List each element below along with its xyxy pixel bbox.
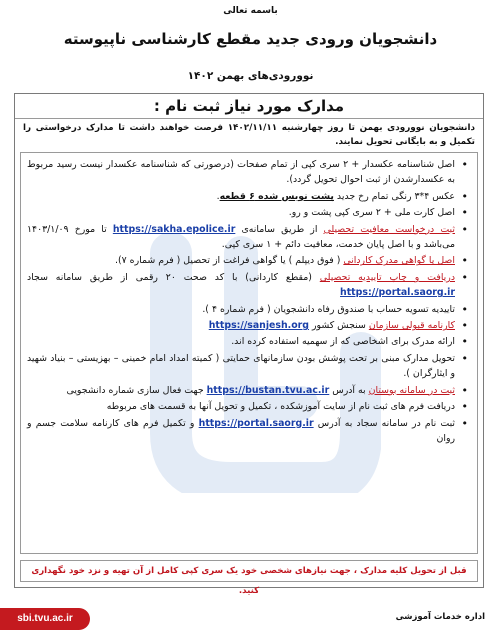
list-item — [27, 270, 471, 301]
list-item — [27, 416, 471, 447]
list-item — [27, 205, 471, 220]
item-text: جهت فعال سازی شماره دانشجویی — [66, 384, 207, 396]
website-link[interactable]: https://sanjesh.org — [208, 320, 310, 332]
item-text: ارائه مدرک برای اشخاصی که از سهمیه استفاده کرده اند. — [231, 336, 455, 348]
highlighted-requirement: اصل یا گواهی مدرک کاردانی — [343, 255, 455, 267]
requirements-list-box — [20, 152, 478, 554]
website-link[interactable]: https://bustan.tvu.ac.ir — [206, 384, 330, 396]
requirements-list — [21, 153, 477, 446]
bottom-note: قبل از تحویل کلیه مدارک ، جهت نیازهای شخصی خود یک سری کپی کامل از آن تهیه و نزد خود نگهداری کنید. — [20, 560, 478, 582]
highlighted-requirement: ثبت درخواست معافیت تحصیلی — [323, 223, 455, 235]
list-item — [27, 302, 471, 317]
panel-intro: دانشجویان نوورودی بهمن تا روز چهارشنبه ۱۴۰۲/۱۱/۱۱ فرصت خواهند داشت تا مدارک درخواستی را تکمیل و به بایگانی تحویل نمایند. — [23, 123, 475, 147]
highlighted-requirement: کارنامه قبولی سازمان — [368, 320, 455, 332]
highlighted-requirement: دریافت و چاپ تاییدیه تحصیلی — [319, 271, 455, 283]
item-text: اصل کارت ملی + ۲ سری کپی پشت و رو. — [288, 207, 455, 219]
item-text: تحویل مدارک مبنی بر تحت پوشش بودن سازمانهای حمایتی ( کمیته امداد امام خمینی – بهزیستی – بنیاد شهید و ایثارگران ). — [27, 352, 455, 380]
item-text: دریافت فرم های ثبت نام از سایت آموزشکده ، تکمیل و تحویل آنها به قسمت های مربوطه — [106, 401, 455, 413]
list-item — [27, 189, 471, 204]
item-text: از طریق سامانه‌ی — [235, 223, 324, 235]
list-item — [27, 383, 471, 398]
item-text: ثبت نام در سامانه سجاد به آدرس — [313, 417, 456, 429]
panel-heading: مدارک مورد نیاز ثبت نام : — [15, 94, 483, 119]
item-text: تاییدیه تسویه حساب با صندوق رفاه دانشجویان ( فرم شماره ۴ ). — [202, 303, 455, 315]
list-item — [27, 351, 471, 382]
website-link[interactable]: https://portal.saorg.ir — [198, 417, 314, 429]
page-subtitle: نوورودی‌های بهمن ۱۴۰۲ — [187, 70, 314, 82]
item-text: . — [216, 190, 220, 202]
list-item — [27, 157, 471, 188]
footer-office-label: اداره خدمات آموزشی — [395, 612, 485, 622]
list-item — [27, 399, 471, 414]
item-text: اصل شناسنامه عکسدار + ۲ سری کپی از تمام صفحات (درصورتی که شناسنامه عکسدار نیست رسید مربوط به عکسدارشدن از ثبت احوال تحویل گردد). — [27, 159, 455, 186]
underlined-text: پشت نویس شده ۶ قطعه — [219, 190, 334, 202]
requirements-panel — [14, 93, 484, 596]
highlighted-requirement: ثبت در سامانه بوستان — [368, 384, 455, 396]
site-badge[interactable]: sbi.tvu.ac.ir — [0, 608, 90, 630]
list-item — [27, 253, 471, 268]
item-text: تا مورخ ۱۴۰۳/۱/۰۹ می‌باشد و با اصل پایان خدمت، معافیت دائم + ۱ سری کپی. — [27, 223, 455, 251]
item-text: ( فوق دیپلم ) یا گواهی فراغت از تحصیل ( فرم شماره ۷). — [115, 255, 344, 267]
item-text: عکس ۴*۳ رنگی تمام رخ جدید — [333, 190, 455, 202]
website-link[interactable]: https://portal.saorg.ir — [340, 287, 455, 299]
bismillah-header: باسمه تعالی — [223, 6, 278, 16]
list-item — [27, 334, 471, 349]
website-link[interactable]: https://sakha.epolice.ir — [112, 223, 236, 235]
item-text: و تکمیل فرم های کارنامه سلامت جسم و روان — [27, 417, 455, 444]
item-text: (مقطع کاردانی) با کد صحت ۲۰ رقمی از طریق سامانه سجاد — [27, 271, 320, 283]
item-text: به آدرس — [329, 384, 369, 396]
list-item — [27, 318, 471, 333]
item-text: سنجش کشور — [309, 320, 369, 332]
page-title: دانشجویان ورودی جدید مقطع کارشناسی ناپیوسته — [63, 30, 438, 48]
list-item — [27, 222, 471, 253]
